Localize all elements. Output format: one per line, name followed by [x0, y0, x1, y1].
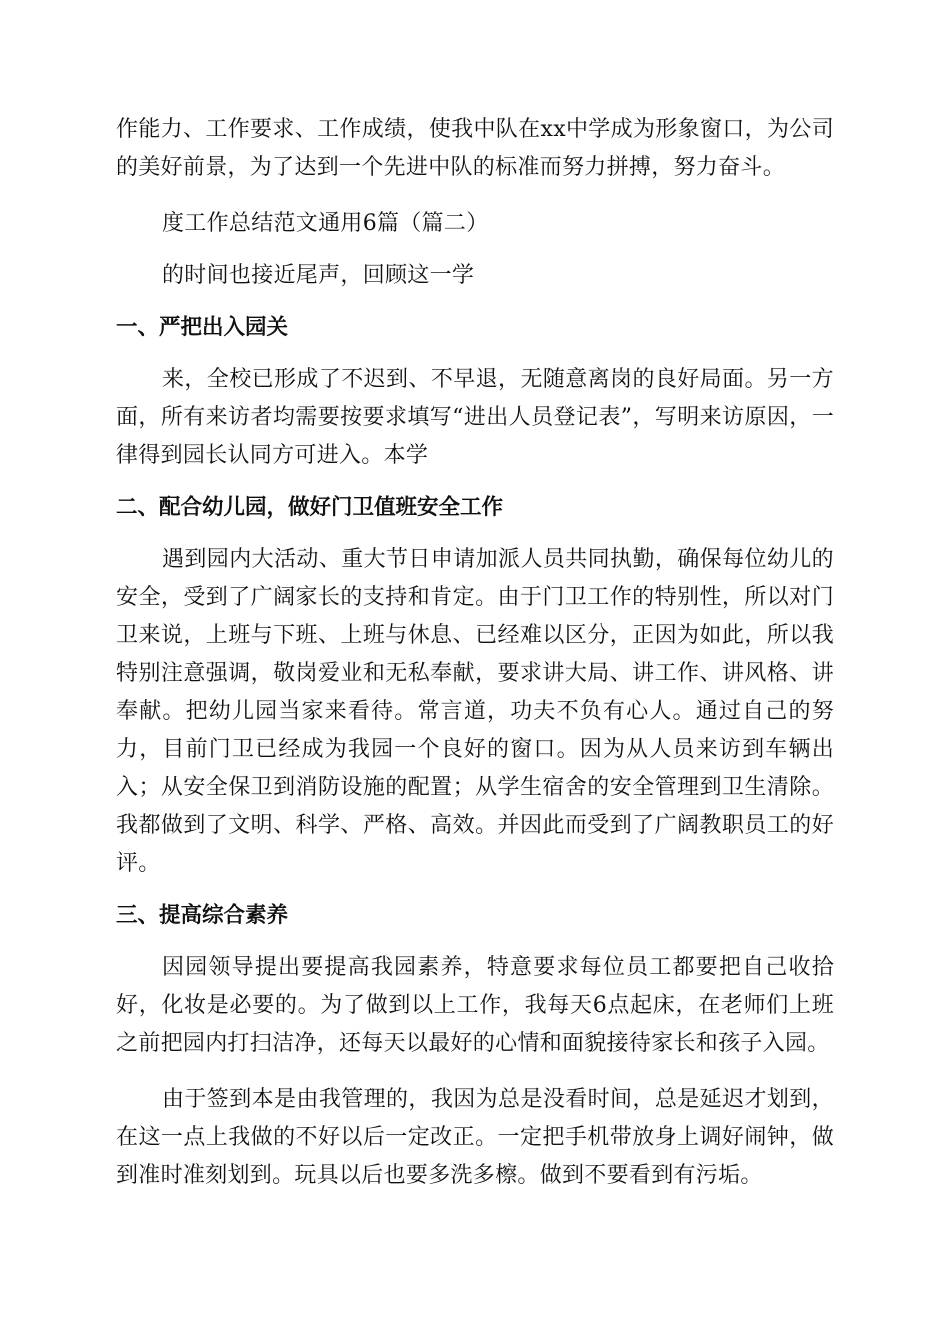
paragraph-intro: 的时间也接近尾声，回顾这一学: [162, 263, 475, 288]
paragraph-section-3b: 由于签到本是由我管理的，我因为总是没看时间，总是延迟才划到，在这一点上我做的不好以后一定改正。一定把手机带放身上调好闹钟，做到准时准刻划到。玩具以后也要多洗多檫。做到不要看到有污垢。: [116, 1087, 834, 1188]
paragraph-section-2: 遇到园内大活动、重大节日申请加派人员共同执勤，确保每位幼儿的安全，受到了广阔家长的支持和肯定。由于门卫工作的特别性，所以对门卫来说，上班与下班、上班与休息、已经难以区分，正因为如此，所以我特别注意强调，敬岗爱业和无私奉献，要求讲大局、讲工作、讲风格、讲奉献。把幼儿园当家来看待。常言道，功夫不负有心人。通过自己的努力，目前门卫已经成为我园一个良好的窗口。因为从人员来访到车辆出入；从安全保卫到消防设施的配置；从学生宿舍的安全管理到卫生清除。我都做到了文明、科学、严格、高效。并因此而受到了广阔教职员工的好评。: [116, 547, 834, 876]
document-body: [116, 111, 834, 1195]
paragraph-title-line: 度工作总结范文通用6篇（篇二）: [162, 211, 489, 236]
paragraph-continuation: 作能力、工作要求、工作成绩，使我中队在xx中学成为形象窗口，为公司的美好前景，为了达到一个先进中队的标准而努力拼搏，努力奋斗。: [116, 117, 834, 180]
section-heading-2: 二、配合幼儿园，做好门卫值班安全工作: [116, 495, 504, 520]
paragraph-section-1: 来，全校已形成了不迟到、不早退，无随意离岗的良好局面。另一方面，所有来访者均需要按要求填写“进出人员登记表”，写明来访原因，一律得到园长认同方可进入。本学: [116, 367, 834, 468]
paragraph-section-3a: 因园领导提出要提高我园素养，特意要求每位员工都要把自己收拾好，化妆是必要的。为了做到以上工作，我每天6点起床，在老师们上班之前把园内打扫洁净，还每天以最好的心情和面貌接待家长和孩子入园。: [116, 955, 834, 1056]
section-heading-1: 一、严把出入园关: [116, 315, 289, 340]
section-heading-3: 三、提高综合素养: [116, 903, 289, 928]
